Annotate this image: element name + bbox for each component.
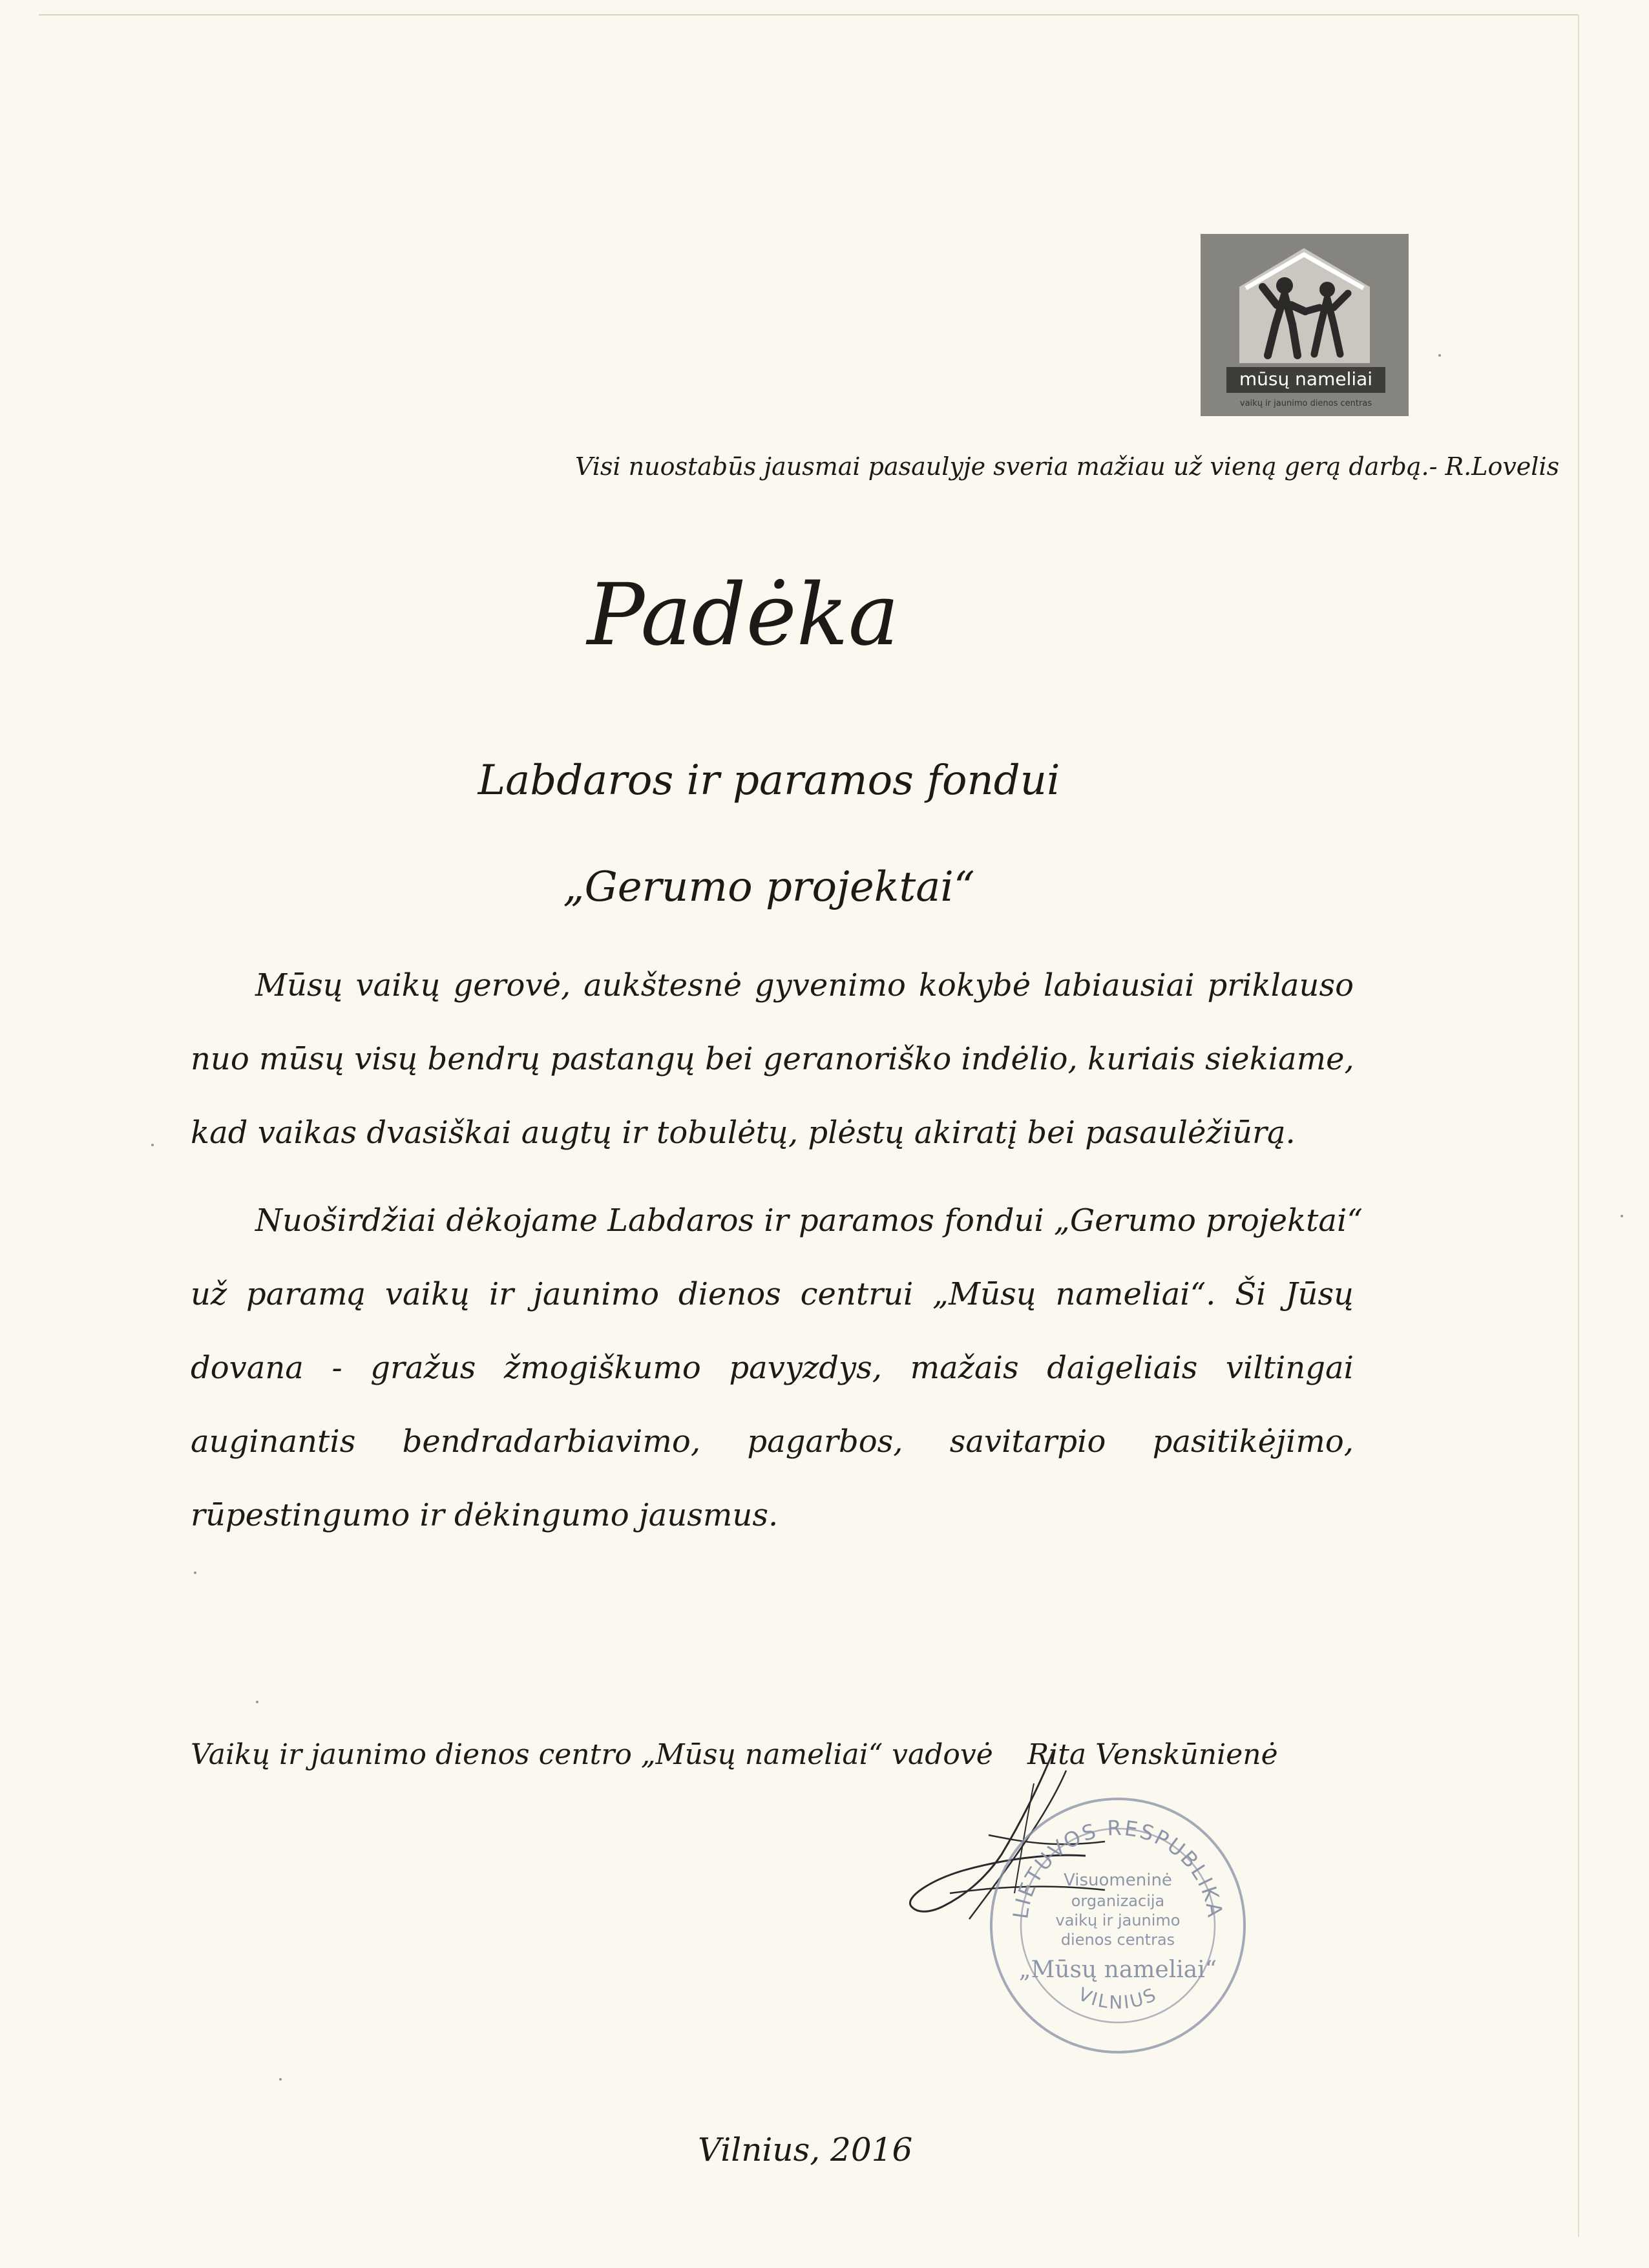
svg-text:„Mūsų nameliai“: „Mūsų nameliai“ <box>1018 1957 1217 1983</box>
signer-title: Vaikų ir jaunimo dienos centro „Mūsų nameliai“ vadovė <box>191 1738 993 1771</box>
paragraph-line: už paramą vaikų ir jaunimo dienos centrui „Mūsų nameliai“. Ši Jūsų <box>191 1276 1354 1312</box>
paragraph-line: nuo mūsų visų bendrų pastangų bei geranoriško indėlio, kuriais siekiame, <box>191 1041 1354 1077</box>
svg-text:Visuomeninė: Visuomeninė <box>1064 1871 1172 1890</box>
scan-speck <box>1438 354 1441 357</box>
scan-speck <box>256 1701 258 1703</box>
scan-speck <box>1621 1215 1623 1217</box>
paragraph-line: kad vaikas dvasiškai augtų ir tobulėtų, plėstų akiratį bei pasaulėžiūrą. <box>191 1115 1296 1151</box>
paragraph-1 <box>191 949 1354 1170</box>
scan-speck <box>194 1571 196 1574</box>
paragraph-line: rūpestingumo ir dėkingumo jausmus. <box>191 1497 779 1533</box>
recipient-name: „Gerumo projektai“ <box>563 863 975 911</box>
svg-text:dienos centras: dienos centras <box>1060 1931 1175 1949</box>
svg-text:vaikų ir jaunimo dienos centra: vaikų ir jaunimo dienos centras <box>1239 399 1372 408</box>
certificate-title: Padėka <box>587 565 899 665</box>
paragraph-line: Mūsų vaikų gerovė, aukštesnė gyvenimo kokybė labiausiai priklauso <box>255 967 1354 1003</box>
musu-nameliai-logo <box>1201 234 1409 416</box>
motto-quote: Visi nuostabūs jausmai pasaulyje sveria mažiau už vieną gerą darbą.- R.Lovelis <box>575 452 1560 481</box>
svg-text:VILNIUS: VILNIUS <box>1075 1983 1161 2013</box>
official-stamp <box>982 1790 1254 2061</box>
svg-text:mūsų nameliai: mūsų nameliai <box>1239 368 1373 390</box>
scan-edge-right <box>1578 14 1579 2237</box>
place-and-date: Vilnius, 2016 <box>698 2131 913 2168</box>
signer-name: Rita Venskūnienė <box>1027 1738 1278 1771</box>
scan-speck <box>279 2078 282 2081</box>
svg-text:vaikų ir jaunimo: vaikų ir jaunimo <box>1055 1911 1181 1929</box>
paragraph-line: auginantis bendradarbiavimo, pagarbos, savitarpio pasitikėjimo, <box>191 1423 1354 1460</box>
paragraph-line: Nuoširdžiai dėkojame Labdaros ir paramos fondui „Gerumo projektai“ <box>255 1202 1363 1239</box>
paragraph-line: dovana - gražus žmogiškumo pavyzdys, mažais daigeliais viltingai <box>191 1350 1354 1386</box>
paragraph-2 <box>191 1184 1363 1552</box>
scan-speck <box>151 1144 154 1146</box>
recipient-line: Labdaros ir paramos fondui <box>478 757 1060 804</box>
scan-edge-top <box>39 14 1578 16</box>
svg-text:LIETUVOS RESPUBLIKA: LIETUVOS RESPUBLIKA <box>1008 1815 1228 1921</box>
svg-text:organizacija: organizacija <box>1071 1892 1165 1910</box>
